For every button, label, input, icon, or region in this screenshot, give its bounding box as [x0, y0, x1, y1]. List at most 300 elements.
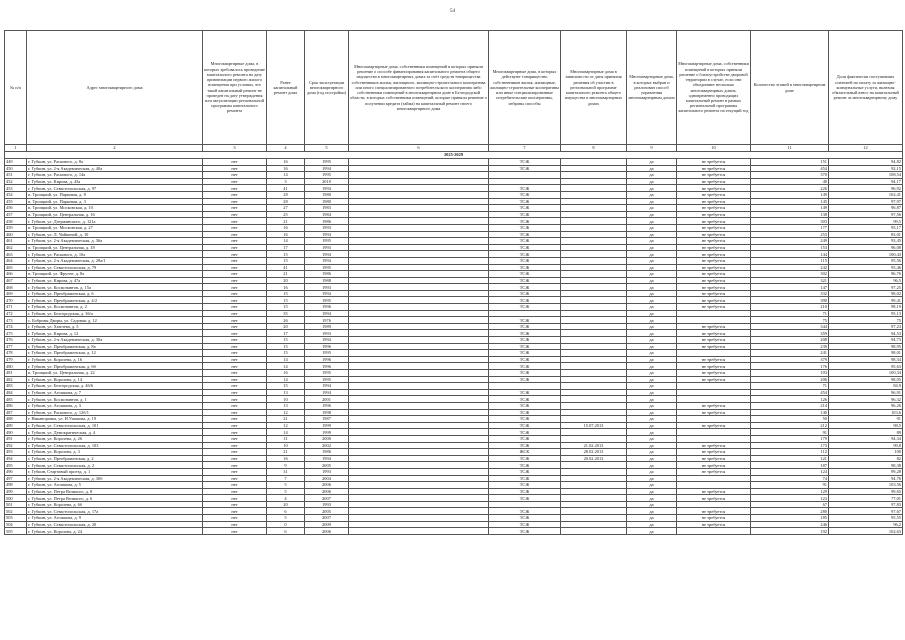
- table-cell: нет: [203, 350, 267, 357]
- table-cell: 35: [267, 310, 305, 317]
- column-header: Количество этажей в многоквартирном доме: [751, 31, 829, 145]
- table-cell: [349, 468, 489, 475]
- table-cell: г. Губкин, ул. Королева, д. 6б: [27, 501, 203, 508]
- table-cell: ТСЖ: [489, 462, 561, 469]
- table-cell: ТСЖ: [489, 508, 561, 515]
- table-cell: ТСЖ: [489, 257, 561, 264]
- table-cell: [349, 165, 489, 172]
- table-cell: 359: [751, 330, 829, 337]
- table-cell: г. Губкин, ул. 2-я Академическая, д. 28а/1: [27, 257, 203, 264]
- table-cell: ТСЖ: [489, 350, 561, 357]
- table-cell: не требуется: [677, 323, 751, 330]
- table-row: [5, 264, 903, 271]
- table-cell: 242: [751, 264, 829, 271]
- table-cell: 1995: [305, 159, 349, 166]
- table-cell: 488: [5, 416, 27, 423]
- table-cell: [561, 297, 627, 304]
- table-row: [5, 449, 903, 456]
- table-cell: 16: [267, 224, 305, 231]
- table-cell: 458: [5, 218, 27, 225]
- table-cell: 96,91: [829, 389, 903, 396]
- table-cell: 1995: [305, 264, 349, 271]
- table-cell: нет: [203, 422, 267, 429]
- column-number: 2: [27, 145, 203, 152]
- table-cell: [349, 462, 489, 469]
- table-cell: не требуется: [677, 409, 751, 416]
- table-cell: да: [627, 205, 677, 212]
- table-cell: да: [627, 264, 677, 271]
- table-cell: 14: [267, 356, 305, 363]
- column-header: Многоквартирные дома, в которых выбран и реализован способ управления многоквартирным домом: [627, 31, 677, 145]
- table-cell: 1986: [305, 271, 349, 278]
- table-cell: ТСЖ: [489, 429, 561, 436]
- table-cell: [349, 488, 489, 495]
- table-cell: г. Губкин, ул. 2-я Академическая, д. 30б: [27, 475, 203, 482]
- table-cell: г. Губкин, ул. Преображенская, д. 2: [27, 455, 203, 462]
- table-cell: нет: [203, 205, 267, 212]
- table-cell: 344: [751, 323, 829, 330]
- table-cell: 226: [751, 185, 829, 192]
- table-cell: [561, 356, 627, 363]
- table-cell: [561, 383, 627, 390]
- table-cell: да: [627, 185, 677, 192]
- table-cell: 13: [267, 389, 305, 396]
- table-cell: 74: [751, 475, 829, 482]
- table-cell: [349, 515, 489, 522]
- table-cell: 1999: [305, 422, 349, 429]
- table-cell: 94,82: [829, 159, 903, 166]
- table-cell: [561, 396, 627, 403]
- table-cell: да: [627, 468, 677, 475]
- table-cell: [561, 429, 627, 436]
- table-cell: 102,41: [829, 191, 903, 198]
- table-cell: г. Губкин, ул. Кирова, д. 43а: [27, 178, 203, 185]
- table-cell: нет: [203, 508, 267, 515]
- column-number: 1: [5, 145, 27, 152]
- table-cell: 15.07.2013: [561, 422, 627, 429]
- table-cell: [349, 501, 489, 508]
- table-cell: [561, 330, 627, 337]
- table-cell: [349, 264, 489, 271]
- table-cell: нет: [203, 356, 267, 363]
- table-cell: [349, 218, 489, 225]
- table-row: [5, 244, 903, 251]
- table-cell: нет: [203, 317, 267, 324]
- table-row: [5, 159, 903, 166]
- table-cell: 98,38: [829, 462, 903, 469]
- table-cell: 27: [267, 205, 305, 212]
- table-cell: 1993: [305, 468, 349, 475]
- table-cell: 499: [5, 488, 27, 495]
- table-cell: 1983: [305, 205, 349, 212]
- table-cell: 121: [751, 455, 829, 462]
- table-cell: 16: [267, 165, 305, 172]
- table-cell: 241: [751, 350, 829, 357]
- table-cell: [489, 172, 561, 179]
- table-cell: 492: [5, 442, 27, 449]
- table-cell: 482: [5, 376, 27, 383]
- table-cell: г. Губкин, ул. Королева, д. 14: [27, 376, 203, 383]
- table-cell: [349, 337, 489, 344]
- table-cell: ТСЖ: [489, 402, 561, 409]
- table-cell: 15: [267, 297, 305, 304]
- table-cell: 302: [751, 271, 829, 278]
- table-cell: 21.02.2013: [561, 442, 627, 449]
- table-cell: 1996: [305, 402, 349, 409]
- table-row: [5, 238, 903, 245]
- column-number: 5: [305, 145, 349, 152]
- table-cell: да: [627, 501, 677, 508]
- table-cell: 6: [267, 508, 305, 515]
- table-cell: ТСЖ: [489, 211, 561, 218]
- table-cell: ТСЖ: [489, 396, 561, 403]
- table-cell: [561, 231, 627, 238]
- table-cell: не требуется: [677, 455, 751, 462]
- table-cell: г. Губкин, ул. Петра Великого, д. 6: [27, 495, 203, 502]
- table-cell: 98,01: [829, 350, 903, 357]
- table-cell: не требуется: [677, 343, 751, 350]
- table-cell: г. Губкин, Стартовый проезд, д. 1: [27, 468, 203, 475]
- table-cell: нет: [203, 191, 267, 198]
- table-cell: [349, 191, 489, 198]
- table-cell: 123: [751, 495, 829, 502]
- table-cell: 10: [267, 396, 305, 403]
- table-cell: 108,54: [829, 172, 903, 179]
- table-cell: ТСЖ: [489, 218, 561, 225]
- table-cell: 144: [751, 251, 829, 258]
- table-cell: 2005: [305, 462, 349, 469]
- table-cell: 75: [829, 317, 903, 324]
- table-cell: ТСЖ: [489, 277, 561, 284]
- table-cell: ТСЖ: [489, 159, 561, 166]
- table-cell: 486: [5, 402, 27, 409]
- table-row: [5, 528, 903, 535]
- table-cell: г. Губкин, ул. Королева, д. 26: [27, 435, 203, 442]
- table-cell: не требуется: [677, 363, 751, 370]
- table-cell: [677, 482, 751, 489]
- table-cell: [349, 521, 489, 528]
- table-cell: ТСЖ: [489, 304, 561, 311]
- table-cell: 1986: [305, 218, 349, 225]
- table-cell: г. Губкин, ул. Дзержинского, д. 121а: [27, 218, 203, 225]
- table-cell: п. Троицкий, ул. Парковая, д. 3: [27, 198, 203, 205]
- table-cell: 2006: [305, 482, 349, 489]
- table-cell: да: [627, 244, 677, 251]
- table-cell: 2009: [305, 521, 349, 528]
- table-cell: 468: [5, 284, 27, 291]
- table-cell: 1980: [305, 191, 349, 198]
- table-cell: да: [627, 323, 677, 330]
- table-cell: нет: [203, 528, 267, 535]
- column-header: Многоквартирные дома в зависимости от даты принятия решения об участии в региональной программе капитального ремонта общего имущества в многоквартирных домах: [561, 31, 627, 145]
- table-cell: [349, 482, 489, 489]
- table-cell: [349, 238, 489, 245]
- table-cell: нет: [203, 224, 267, 231]
- table-cell: [349, 172, 489, 179]
- table-cell: 10: [267, 442, 305, 449]
- table-cell: 94,53: [829, 330, 903, 337]
- table-cell: 98,05: [829, 376, 903, 383]
- table-cell: да: [627, 409, 677, 416]
- table-cell: не требуется: [677, 468, 751, 475]
- table-cell: не требуется: [677, 211, 751, 218]
- table-cell: 173: [751, 442, 829, 449]
- table-cell: [349, 528, 489, 535]
- table-cell: [561, 244, 627, 251]
- table-cell: 487: [5, 409, 27, 416]
- table-row: [5, 462, 903, 469]
- column-header: Адрес многоквартирного дома: [27, 31, 203, 145]
- table-cell: [349, 396, 489, 403]
- table-cell: 456: [5, 205, 27, 212]
- table-cell: 503: [5, 515, 27, 522]
- table-cell: 177: [751, 224, 829, 231]
- table-cell: ТСЖ: [489, 271, 561, 278]
- table-cell: 500: [5, 495, 27, 502]
- table-row: [5, 178, 903, 185]
- table-cell: [677, 435, 751, 442]
- table-cell: 469: [5, 290, 27, 297]
- table-cell: 126: [751, 396, 829, 403]
- table-cell: да: [627, 257, 677, 264]
- table-cell: 491: [5, 435, 27, 442]
- table-cell: [349, 508, 489, 515]
- table-cell: 246: [751, 521, 829, 528]
- table-row: [5, 488, 903, 495]
- column-number: 10: [677, 145, 751, 152]
- table-cell: 15: [267, 304, 305, 311]
- table-row: [5, 363, 903, 370]
- table-cell: 5: [267, 482, 305, 489]
- table-cell: г. Губкин, ул. Агошкова, д. 5: [27, 482, 203, 489]
- table-row: [5, 310, 903, 317]
- table-row: [5, 304, 903, 311]
- table-cell: [561, 165, 627, 172]
- table-cell: 95,13: [829, 310, 903, 317]
- table-cell: 501: [5, 501, 27, 508]
- table-cell: 103: [751, 370, 829, 377]
- table-cell: 14: [267, 376, 305, 383]
- table-cell: нет: [203, 297, 267, 304]
- table-cell: нет: [203, 416, 267, 423]
- table-cell: ТСЖ: [489, 330, 561, 337]
- column-number: 6: [349, 145, 489, 152]
- table-cell: [489, 310, 561, 317]
- table-cell: не требуется: [677, 290, 751, 297]
- table-cell: да: [627, 178, 677, 185]
- table-cell: [561, 185, 627, 192]
- table-row: [5, 455, 903, 462]
- table-row: [5, 356, 903, 363]
- table-row: [5, 370, 903, 377]
- table-cell: [561, 218, 627, 225]
- table-row: [5, 251, 903, 258]
- column-header: Срок эксплуатации многоквартирного дома (год постройки): [305, 31, 349, 145]
- table-cell: 332: [751, 290, 829, 297]
- table-cell: 25: [267, 211, 305, 218]
- table-cell: не требуется: [677, 402, 751, 409]
- table-cell: да: [627, 231, 677, 238]
- table-cell: 20.02.2013: [561, 455, 627, 462]
- table-cell: 505: [5, 528, 27, 535]
- period-label: 2025-2029: [5, 152, 903, 159]
- table-cell: 153: [751, 244, 829, 251]
- table-cell: 91: [751, 429, 829, 436]
- table-cell: нет: [203, 521, 267, 528]
- table-cell: да: [627, 363, 677, 370]
- table-cell: да: [627, 224, 677, 231]
- table-cell: [561, 475, 627, 482]
- table-cell: г. Губкин, ул. Королева, д. 16: [27, 356, 203, 363]
- table-cell: да: [627, 528, 677, 535]
- table-cell: г. Губкин, ул. Преображенская, д. 8а: [27, 343, 203, 350]
- table-cell: 100: [829, 449, 903, 456]
- table-cell: 96,2: [829, 521, 903, 528]
- table-cell: 14: [267, 363, 305, 370]
- table-cell: не требуется: [677, 205, 751, 212]
- table-cell: 497: [5, 475, 27, 482]
- table-cell: нет: [203, 238, 267, 245]
- table-cell: 97,56: [829, 211, 903, 218]
- table-row: [5, 337, 903, 344]
- column-number: 4: [267, 145, 305, 152]
- table-cell: [677, 310, 751, 317]
- table-row: [5, 396, 903, 403]
- table-cell: 94,73: [829, 337, 903, 344]
- table-cell: нет: [203, 159, 267, 166]
- table-row: [5, 172, 903, 179]
- table-cell: 4: [267, 495, 305, 502]
- table-cell: 1999: [305, 429, 349, 436]
- table-cell: 75: [751, 317, 829, 324]
- table-cell: 16: [267, 159, 305, 166]
- table-cell: 11: [267, 435, 305, 442]
- table-cell: не требуется: [677, 224, 751, 231]
- table-cell: 102,63: [829, 528, 903, 535]
- table-cell: 95,17: [829, 224, 903, 231]
- table-cell: 147: [751, 284, 829, 291]
- table-cell: 454: [751, 389, 829, 396]
- table-cell: 99,28: [829, 468, 903, 475]
- table-cell: п. Троицкий, ул. Фрунзе, д. 8а: [27, 271, 203, 278]
- table-cell: нет: [203, 290, 267, 297]
- table-cell: 214: [751, 402, 829, 409]
- table-cell: 451: [5, 172, 27, 179]
- table-cell: да: [627, 488, 677, 495]
- table-cell: да: [627, 422, 677, 429]
- table-cell: 96,5: [829, 277, 903, 284]
- table-cell: 89: [829, 429, 903, 436]
- table-cell: да: [627, 310, 677, 317]
- table-cell: да: [627, 475, 677, 482]
- table-cell: да: [627, 376, 677, 383]
- column-number: 9: [627, 145, 677, 152]
- table-cell: да: [627, 389, 677, 396]
- table-cell: 1996: [305, 356, 349, 363]
- table-cell: нет: [203, 304, 267, 311]
- table-cell: [349, 304, 489, 311]
- column-header: Многоквартирные дома, собственники помещений в которых приняли решение о способе финансирования капитального ремонта общего имущества в многоквартирных домах за счёт средств товарищества собственников жилья, жилищного, жилищно-строительного кооператива или иного специализированного потребительского кооператива либо собственники помещений в многоквартирном доме в Белгородской области, в которых собственники помещений, которые приняли решение о получении кредита (займа) на капитальный ремонт своего многоквартирного дома: [349, 31, 489, 145]
- table-cell: 96,87: [829, 205, 903, 212]
- table-cell: 98,5: [829, 422, 903, 429]
- table-cell: 96,76: [829, 271, 903, 278]
- table-cell: ЖСК: [489, 449, 561, 456]
- table-cell: 103,6: [829, 409, 903, 416]
- table-cell: 91: [751, 482, 829, 489]
- table-cell: ТСЖ: [489, 284, 561, 291]
- table-cell: да: [627, 297, 677, 304]
- table-cell: 1993: [305, 224, 349, 231]
- table-cell: 1994: [305, 185, 349, 192]
- table-cell: да: [627, 449, 677, 456]
- table-cell: 475: [5, 330, 27, 337]
- table-cell: ТСЖ: [489, 337, 561, 344]
- table-cell: нет: [203, 251, 267, 258]
- table-cell: ТСЖ: [489, 376, 561, 383]
- table-cell: [677, 429, 751, 436]
- table-cell: [349, 356, 489, 363]
- column-header: № п/п: [5, 31, 27, 145]
- column-header: Многоквартирные дома, собственники помещений в которых приняли решение о благоустройстве дворовой территории в случае, если они объединяют несколько многоквартирных домов, одновременно проводящих капитальный ремонт в рамках региональной программы капитального ремонта на текущий год: [677, 31, 751, 145]
- table-cell: [349, 363, 489, 370]
- table-cell: да: [627, 251, 677, 258]
- housing-register-table: [4, 30, 903, 535]
- table-cell: [561, 508, 627, 515]
- table-row: [5, 442, 903, 449]
- table-cell: г. Губкин, ул. Севастопольская, д. 17а: [27, 508, 203, 515]
- table-cell: [349, 422, 489, 429]
- table-cell: [677, 396, 751, 403]
- table-cell: 1994: [305, 165, 349, 172]
- table-cell: [349, 389, 489, 396]
- table-cell: ТСЖ: [489, 482, 561, 489]
- table-cell: 83,01: [829, 231, 903, 238]
- table-cell: [561, 350, 627, 357]
- table-cell: 1995: [305, 350, 349, 357]
- table-cell: нет: [203, 284, 267, 291]
- table-cell: 95,55: [829, 515, 903, 522]
- table-cell: не требуется: [677, 244, 751, 251]
- table-cell: 95,63: [829, 363, 903, 370]
- table-cell: п. Троицкий, ул. Центральная, д. 18: [27, 244, 203, 251]
- table-cell: [561, 376, 627, 383]
- table-cell: [489, 501, 561, 508]
- table-cell: нет: [203, 271, 267, 278]
- table-cell: нет: [203, 376, 267, 383]
- table-cell: не требуется: [677, 508, 751, 515]
- table-cell: 103,56: [829, 482, 903, 489]
- table-cell: ТСЖ: [489, 244, 561, 251]
- column-number-row: [5, 145, 903, 152]
- table-cell: 21: [267, 218, 305, 225]
- table-cell: 9: [267, 462, 305, 469]
- table-cell: [349, 416, 489, 423]
- table-cell: [349, 402, 489, 409]
- table-cell: 16: [267, 284, 305, 291]
- table-cell: 2000: [305, 435, 349, 442]
- table-cell: 95,56: [829, 257, 903, 264]
- table-cell: нет: [203, 337, 267, 344]
- table-row: [5, 277, 903, 284]
- table-cell: 84,9: [829, 383, 903, 390]
- table-cell: да: [627, 396, 677, 403]
- table-cell: [561, 224, 627, 231]
- table-cell: 1996: [305, 363, 349, 370]
- table-cell: 1994: [305, 290, 349, 297]
- table-cell: 14: [267, 238, 305, 245]
- table-cell: нет: [203, 218, 267, 225]
- table-row: [5, 231, 903, 238]
